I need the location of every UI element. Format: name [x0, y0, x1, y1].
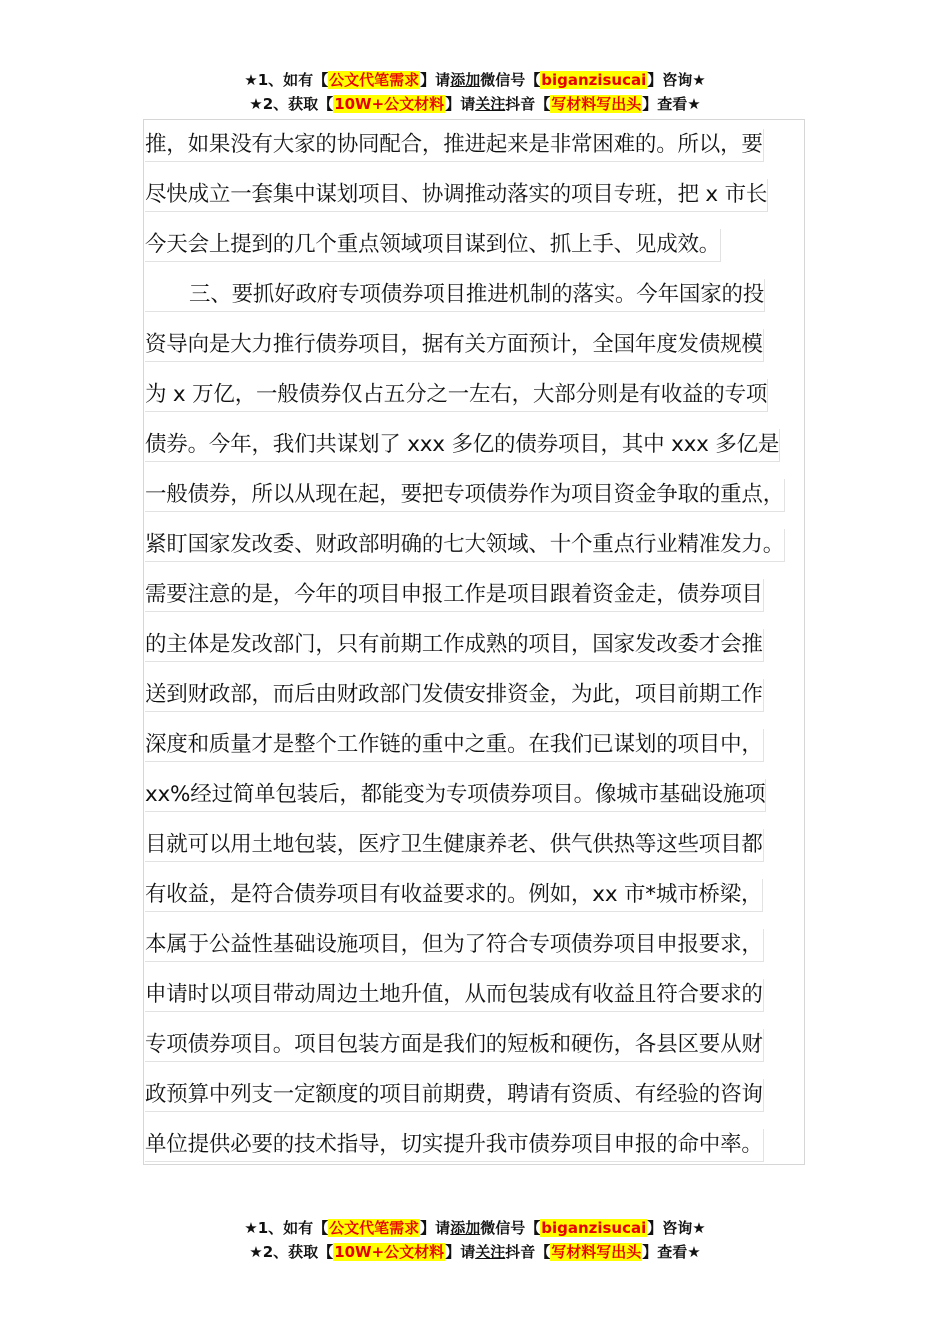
body-line: 有收益，是符合债券项目有收益要求的。例如，xx 市*城市桥梁， [145, 879, 763, 912]
body-line-section-heading: 三、要抓好政府专项债券项目推进机制的落实。今年国家的投 [145, 279, 765, 312]
banner-wechat-id: biganzisucai [541, 1219, 647, 1237]
body-line: 单位提供必要的技术指导，切实提升我市债券项目申报的命中率。 [145, 1129, 764, 1162]
body-line: 债券。今年，我们共谋划了 xxx 多亿的债券项目，其中 xxx 多亿是 [145, 429, 780, 462]
banner-text: 】查看★ [642, 95, 701, 113]
banner-text: ★1、如有【 [244, 1219, 329, 1237]
body-line: 目就可以用土地包装，医疗卫生健康养老、供气供热等这些项目都 [145, 829, 764, 862]
banner-emphasis: 添加 [450, 1219, 481, 1237]
body-line: 需要注意的是，今年的项目申报工作是项目跟着资金走，债券项目 [145, 579, 764, 612]
banner-emphasis: 添加 [450, 71, 481, 89]
banner-text: ★2、获取【 [249, 1243, 334, 1261]
banner-highlight: 10W+公文材料 [334, 95, 445, 113]
body-line: 政预算中列支一定额度的项目前期费，聘请有资质、有经验的咨询 [145, 1079, 764, 1112]
banner-text: 】查看★ [642, 1243, 701, 1261]
body-line: 为 x 万亿，一般债券仅占五分之一左右，大部分则是有收益的专项 [145, 379, 768, 412]
banner-text: 抖音【 [505, 1243, 551, 1261]
body-line: xx%经过简单包装后，都能变为专项债券项目。像城市基础设施项 [145, 779, 766, 812]
body-line: 紧盯国家发改委、财政部明确的七大领域、十个重点行业精准发力。 [145, 529, 785, 562]
banner-emphasis: 关注 [475, 1243, 506, 1261]
banner-douyin-name: 写材料写出头 [551, 1243, 642, 1261]
body-line: 本属于公益性基础设施项目，但为了符合专项债券项目申报要求， [145, 929, 764, 962]
body-line: 一般债券，所以从现在起，要把专项债券作为项目资金争取的重点， [145, 479, 785, 512]
banner-highlight: 公文代笔需求 [329, 1219, 420, 1237]
banner-text: 】咨询★ [647, 71, 706, 89]
banner-text: ★2、获取【 [249, 95, 334, 113]
body-line: 今天会上提到的几个重点领域项目谋到位、抓上手、见成效。 [145, 229, 721, 262]
banner-line-2 [0, 1240, 950, 1264]
body-line: 送到财政部，而后由财政部门发债安排资金，为此，项目前期工作 [145, 679, 764, 712]
banner-line-1 [0, 68, 950, 92]
banner-line-1 [0, 1216, 950, 1240]
banner-text: 】请 [420, 1219, 451, 1237]
banner-text: ★1、如有【 [244, 71, 329, 89]
banner-text: 】咨询★ [647, 1219, 706, 1237]
body-line: 推，如果没有大家的协同配合，推进起来是非常困难的。所以，要 [145, 129, 764, 162]
banner-douyin-name: 写材料写出头 [551, 95, 642, 113]
body-line: 资导向是大力推行债券项目，据有关方面预计，全国年度发债规模 [145, 329, 764, 362]
header-banner [0, 68, 950, 116]
banner-text: 】请 [420, 71, 451, 89]
banner-text: 微信号【 [480, 71, 541, 89]
banner-emphasis: 关注 [475, 95, 506, 113]
banner-line-2 [0, 92, 950, 116]
banner-text: 】请 [445, 1243, 476, 1261]
banner-wechat-id: biganzisucai [541, 71, 647, 89]
body-line: 申请时以项目带动周边土地升值，从而包装成有收益且符合要求的 [145, 979, 764, 1012]
body-line: 专项债券项目。项目包装方面是我们的短板和硬伤，各县区要从财 [145, 1029, 764, 1062]
body-line: 尽快成立一套集中谋划项目、协调推动落实的项目专班，把 x 市长 [145, 179, 768, 212]
banner-text: 微信号【 [480, 1219, 541, 1237]
banner-text: 抖音【 [505, 95, 551, 113]
body-line: 深度和质量才是整个工作链的重中之重。在我们已谋划的项目中， [145, 729, 764, 762]
banner-highlight: 公文代笔需求 [329, 71, 420, 89]
banner-text: 】请 [445, 95, 476, 113]
banner-highlight: 10W+公文材料 [334, 1243, 445, 1261]
footer-banner [0, 1216, 950, 1264]
body-line: 的主体是发改部门，只有前期工作成熟的项目，国家发改委才会推 [145, 629, 764, 662]
